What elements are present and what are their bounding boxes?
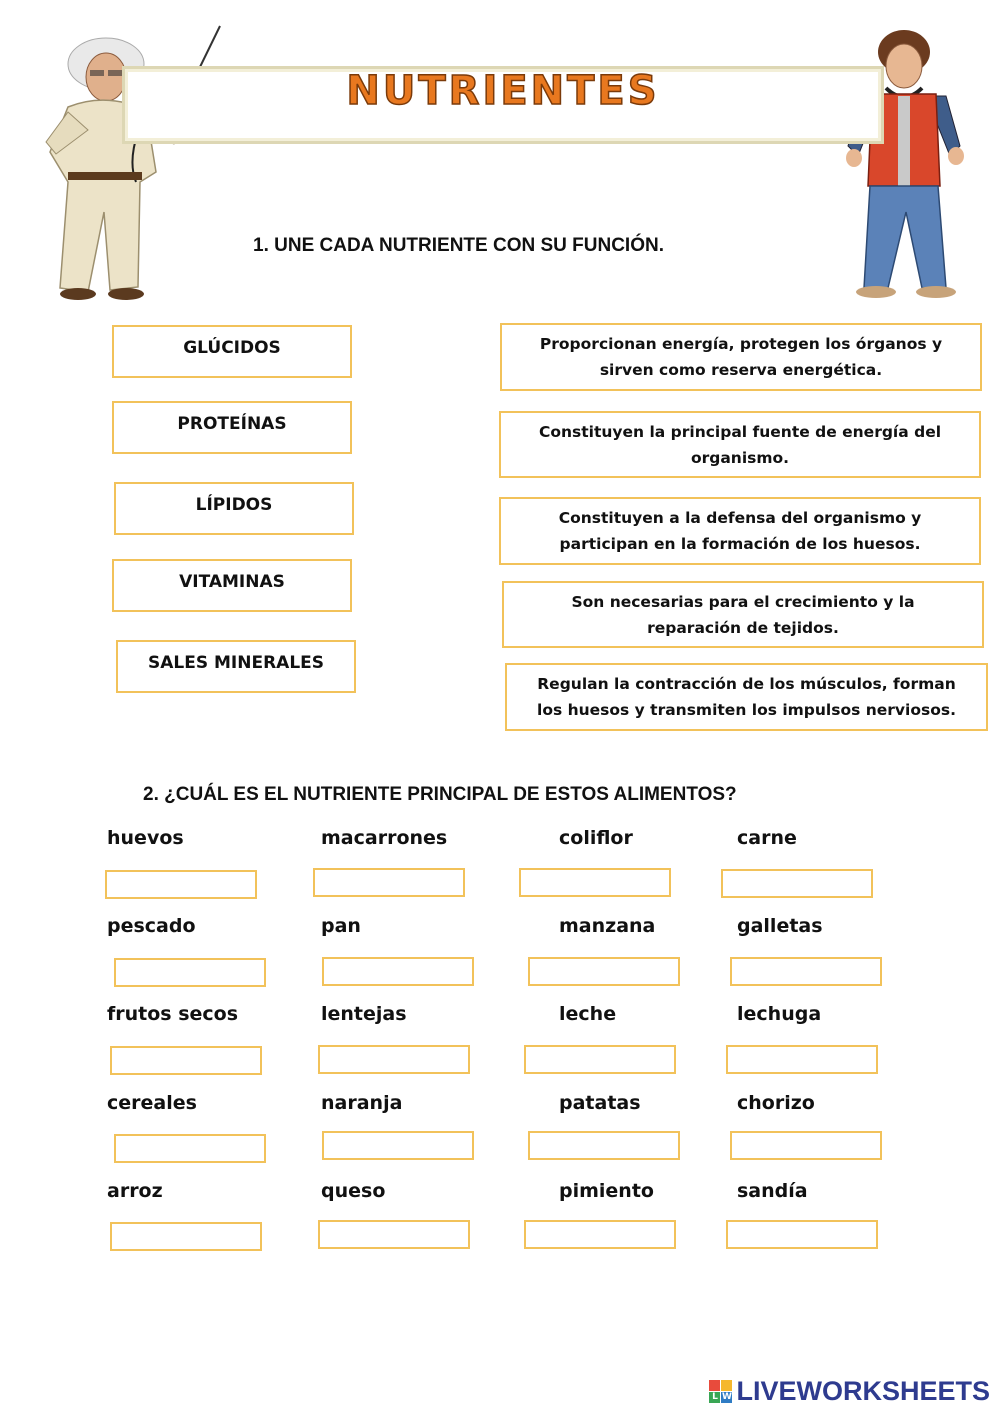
answer-input-leche[interactable] <box>524 1045 676 1074</box>
food-label: coliflor <box>559 827 633 849</box>
function-box-2[interactable]: Constituyen la principal fuente de energía del organismo. <box>499 411 981 478</box>
nutrient-box-proteinas[interactable]: PROTEÍNAS <box>112 401 352 454</box>
answer-input-arroz[interactable] <box>110 1222 262 1251</box>
food-label: patatas <box>559 1092 641 1114</box>
food-label: huevos <box>107 827 184 849</box>
food-label: macarrones <box>321 827 448 849</box>
food-label: pimiento <box>559 1180 654 1202</box>
answer-input-pescado[interactable] <box>114 958 266 987</box>
answer-input-pimiento[interactable] <box>524 1220 676 1249</box>
answer-input-queso[interactable] <box>318 1220 470 1249</box>
answer-input-huevos[interactable] <box>105 870 257 899</box>
answer-input-patatas[interactable] <box>528 1131 680 1160</box>
function-box-5[interactable]: Regulan la contracción de los músculos, forman los huesos y transmiten los impulsos nerviosos. <box>505 663 988 731</box>
food-label: frutos secos <box>107 1003 239 1025</box>
answer-input-sandia[interactable] <box>726 1220 878 1249</box>
food-label: manzana <box>559 915 656 937</box>
function-box-3[interactable]: Constituyen a la defensa del organismo y participan en la formación de los huesos. <box>499 497 981 565</box>
food-label: queso <box>321 1180 386 1202</box>
answer-input-carne[interactable] <box>721 869 873 898</box>
page-title: NUTRIENTES <box>346 68 660 114</box>
nutrient-box-sales-minerales[interactable]: SALES MINERALES <box>116 640 356 693</box>
answer-input-pan[interactable] <box>322 957 474 986</box>
answer-input-chorizo[interactable] <box>730 1131 882 1160</box>
nutrient-box-vitaminas[interactable]: VITAMINAS <box>112 559 352 612</box>
function-box-1[interactable]: Proporcionan energía, protegen los órganos y sirven como reserva energética. <box>500 323 982 391</box>
food-label: pan <box>321 915 361 937</box>
liveworksheets-logo <box>709 1376 990 1407</box>
answer-input-naranja[interactable] <box>322 1131 474 1160</box>
food-label: naranja <box>321 1092 403 1114</box>
food-label: lentejas <box>321 1003 407 1025</box>
answer-input-macarrones[interactable] <box>313 868 465 897</box>
answer-input-manzana[interactable] <box>528 957 680 986</box>
food-label: arroz <box>107 1180 163 1202</box>
logo-squares-icon: L W <box>709 1380 732 1403</box>
answer-input-coliflor[interactable] <box>519 868 671 897</box>
answer-input-frutos-secos[interactable] <box>110 1046 262 1075</box>
food-label: carne <box>737 827 797 849</box>
answer-input-lentejas[interactable] <box>318 1045 470 1074</box>
nutrient-box-glucidos[interactable]: GLÚCIDOS <box>112 325 352 378</box>
nutrient-box-lipidos[interactable]: LÍPIDOS <box>114 482 354 535</box>
food-label: lechuga <box>737 1003 822 1025</box>
food-label: pescado <box>107 915 196 937</box>
function-box-4[interactable]: Son necesarias para el crecimiento y la reparación de tejidos. <box>502 581 984 648</box>
food-label: leche <box>559 1003 617 1025</box>
answer-input-cereales[interactable] <box>114 1134 266 1163</box>
food-label: chorizo <box>737 1092 815 1114</box>
section2-title: 2. ¿CUÁL ES EL NUTRIENTE PRINCIPAL DE ESTOS ALIMENTOS? <box>143 784 737 805</box>
food-label: galletas <box>737 915 823 937</box>
answer-input-lechuga[interactable] <box>726 1045 878 1074</box>
section1-title: 1. UNE CADA NUTRIENTE CON SU FUNCIÓN. <box>253 235 664 256</box>
food-label: cereales <box>107 1092 197 1114</box>
answer-input-galletas[interactable] <box>730 957 882 986</box>
logo-text: LIVEWORKSHEETS <box>736 1376 990 1406</box>
food-label: sandía <box>737 1180 808 1202</box>
